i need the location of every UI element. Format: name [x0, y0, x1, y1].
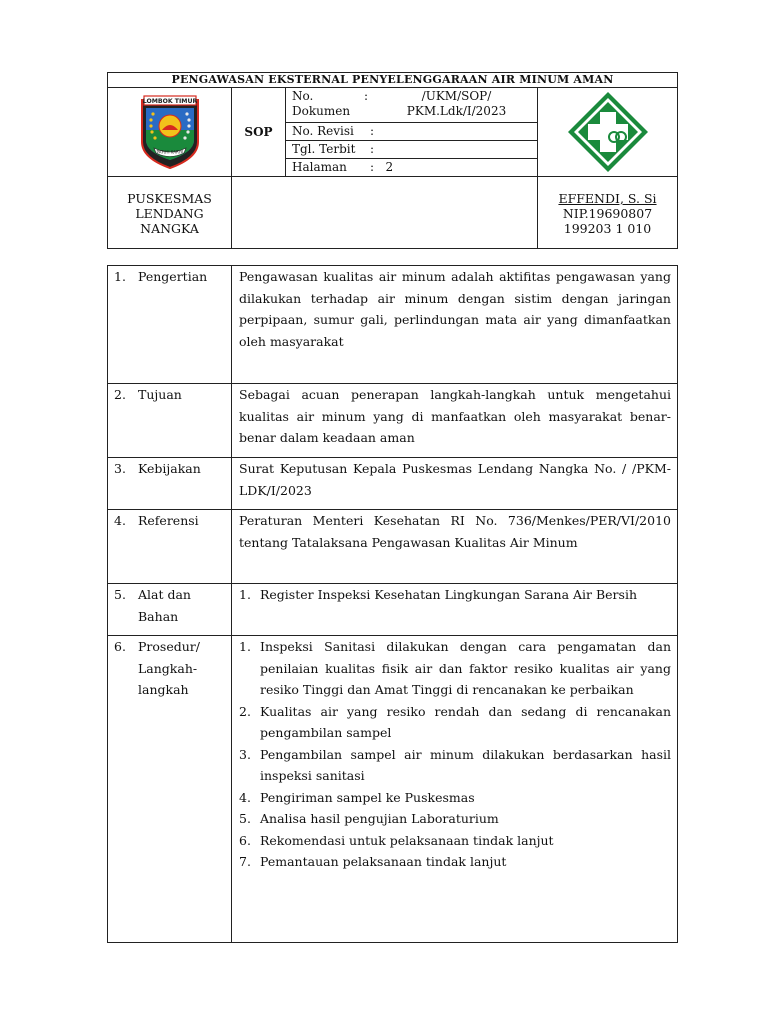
list-item-text: Inspeksi Sanitasi dilakukan dengan cara pengamatan dan penilaian kualitas fisik air dan faktor resiko kualitas air yang resiko Tinggi dan Amat Tinggi di rencanakan ke perbaikan — [260, 639, 671, 697]
org-line-2: LENDANG — [135, 206, 204, 221]
list-item — [239, 744, 671, 787]
list-item-text: Pemantauan pelaksanaan tindak lanjut — [260, 854, 507, 869]
section-number: 5. — [114, 587, 126, 602]
publish-date-label: Tgl. Terbit — [292, 142, 356, 156]
revision-cell — [286, 123, 538, 141]
section-label-pengertian — [108, 266, 232, 384]
lombok-timur-emblem-icon — [130, 92, 210, 172]
list-item-text: Pengambilan sampel air minum dilakukan berdasarkan hasil inspeksi sanitasi — [260, 746, 671, 783]
org-line-3: NANGKA — [140, 221, 199, 236]
section-text-kebijakan: Surat Keputusan Kepala Puskesmas Lendang Nangka No. / /PKM-LDK/I/2023 — [232, 458, 678, 510]
list-item-number: 3. — [239, 746, 251, 762]
publish-date-cell — [286, 141, 538, 159]
section-label: Tujuan — [138, 387, 182, 402]
section-text-referensi: Peraturan Menteri Kesehatan RI No. 736/Menkes/PER/VI/2010 tentang Tatalaksana Pengawasan Kualitas Air Minum — [232, 510, 678, 584]
doc-number-colon: : — [364, 89, 369, 103]
list-item — [239, 808, 671, 830]
doc-number-label: No. Dokumen — [292, 89, 351, 118]
sop-header-table — [107, 72, 678, 249]
list-item-number: 5. — [239, 811, 251, 826]
puskesmas-logo-icon — [566, 90, 650, 174]
list-item — [239, 636, 671, 701]
section-text-tujuan: Sebagai acuan penerapan langkah-langkah untuk mengetahui kualitas air minum yang di manfaatkan oleh masyarakat benar-benar dalam keadaan aman — [232, 384, 678, 458]
list-item-text: Kualitas air yang resiko rendah dan sedang di rencanakan pengambilan sampel — [260, 703, 671, 740]
signer-nip-1: NIP.19690807 — [562, 206, 653, 221]
section-number: 2. — [114, 387, 126, 402]
org-line-1: PUSKESMAS — [127, 191, 212, 206]
list-item-number: 2. — [239, 703, 251, 719]
publish-date-value: : — [370, 142, 375, 156]
sop-content-table — [107, 265, 678, 943]
section-label-line-1: Prosedur/ — [138, 639, 200, 654]
list-item — [239, 787, 671, 809]
section-number: 6. — [114, 639, 126, 654]
doc-number-value-2: PKM.Ldk/I/2023 — [406, 104, 507, 118]
signer-name: EFFENDI, S. Si — [558, 191, 657, 206]
doc-number-cell — [286, 88, 538, 123]
page-value: : 2 — [370, 160, 394, 174]
section-list-alat — [232, 584, 678, 636]
section-list-prosedur — [232, 636, 678, 943]
list-item-text: Rekomendasi untuk pelaksanaan tindak lanjut — [260, 832, 554, 848]
section-label-tujuan — [108, 384, 232, 458]
section-number: 3. — [114, 461, 126, 476]
section-label-line-3: langkah — [138, 682, 189, 697]
list-item — [239, 851, 671, 873]
page-cell — [286, 159, 538, 177]
section-label-line-2: Langkah- — [138, 660, 198, 676]
section-label-prosedur — [108, 636, 232, 943]
puskesmas-logo-cell — [538, 88, 678, 177]
section-label-line-2: Bahan — [138, 608, 179, 624]
section-text-pengertian: Pengawasan kualitas air minum adalah aktifitas pengawasan yang dilakukan terhadap air minum dengan sistim dengan jaringan perpipaan, sumur gali, perlindungan mata air yang dimanfaatkan oleh masyarakat — [232, 266, 678, 384]
signer-nip-2: 199203 1 010 — [563, 221, 652, 236]
list-item — [239, 701, 671, 744]
list-item-number: 6. — [239, 832, 251, 848]
section-label: Referensi — [138, 513, 199, 528]
document-title: PENGAWASAN EKSTERNAL PENYELENGGARAAN AIR MINUM AMAN — [108, 73, 678, 88]
empty-cell — [232, 177, 538, 249]
list-item-text: Register Inspeksi Kesehatan Lingkungan Sarana Air Bersih — [260, 587, 637, 602]
section-label-referensi — [108, 510, 232, 584]
section-label: Kebijakan — [138, 461, 201, 476]
list-item-number: 4. — [239, 789, 251, 805]
section-number: 1. — [114, 269, 126, 284]
revision-label: No. Revisi — [292, 124, 354, 138]
signature-cell — [538, 177, 678, 249]
region-logo-text: LOMBOK TIMUR — [142, 98, 197, 106]
section-label-line-1: Alat dan — [138, 587, 191, 602]
organization-cell — [108, 177, 232, 249]
section-label-kebijakan — [108, 458, 232, 510]
list-item-number: 1. — [239, 587, 251, 602]
section-label-alat — [108, 584, 232, 636]
list-item — [239, 584, 671, 606]
list-item-number: 1. — [239, 639, 251, 654]
section-label: Pengertian — [138, 269, 208, 284]
list-item-text: Analisa hasil pengujian Laboraturium — [260, 811, 499, 826]
list-item-text: Pengiriman sampel ke Puskesmas — [260, 789, 475, 805]
page-label: Halaman — [292, 160, 347, 174]
revision-value: : — [370, 124, 375, 138]
section-number: 4. — [114, 513, 126, 528]
sop-label: SOP — [232, 88, 286, 177]
region-logo-motto: PATUH KARYA — [156, 149, 183, 155]
list-item-number: 7. — [239, 854, 251, 869]
region-logo-cell — [108, 88, 232, 177]
list-item — [239, 830, 671, 852]
doc-number-value-1: /UKM/SOP/ — [421, 89, 492, 103]
